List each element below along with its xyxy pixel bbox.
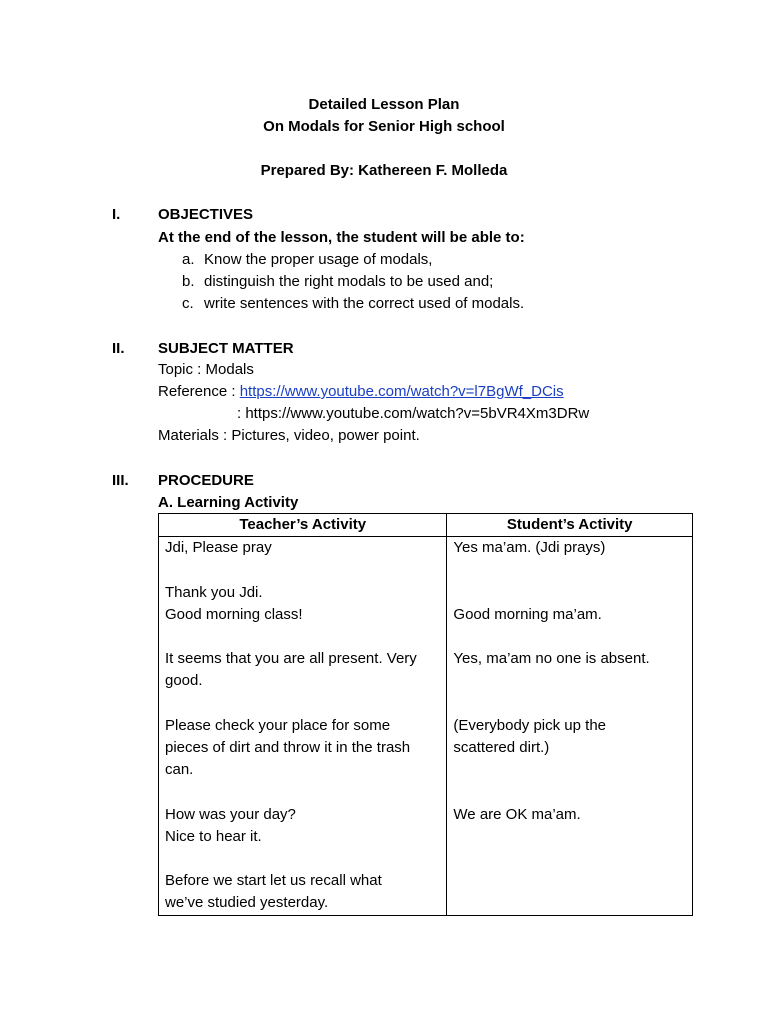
materials-line: Materials : Pictures, video, power point. <box>158 427 420 444</box>
cell-line <box>453 892 686 914</box>
reference-label: Reference : <box>158 383 240 400</box>
cell-line <box>453 693 686 715</box>
cell-line: How was your day? <box>165 805 296 823</box>
column-header-teacher: Teacher’s Activity <box>159 514 447 537</box>
cell-line: can. <box>165 761 194 779</box>
cell-line <box>165 559 440 581</box>
cell-line <box>165 781 440 803</box>
cell-line <box>165 693 440 715</box>
cell-line <box>453 626 686 648</box>
section-heading-procedure: PROCEDURE <box>158 472 254 489</box>
list-marker: b. <box>182 273 195 290</box>
cell-line <box>165 848 440 870</box>
learning-activity-heading: A. Learning Activity <box>158 494 299 511</box>
cell-line: Yes, ma’am no one is absent. <box>453 650 650 668</box>
reference-line-2: : https://www.youtube.com/watch?v=5bVR4Xm3DRw <box>237 405 590 422</box>
student-activity-cell <box>447 537 693 915</box>
cell-line: Jdi, Please pray <box>165 539 272 557</box>
cell-line: Before we start let us recall what <box>165 872 382 890</box>
section-heading-subject-matter: SUBJECT MATTER <box>158 340 294 357</box>
list-marker: c. <box>182 295 194 312</box>
learning-activity-table <box>158 513 693 916</box>
cell-line: pieces of dirt and throw it in the trash <box>165 738 411 756</box>
cell-line <box>453 848 686 870</box>
cell-line: We are OK ma’am. <box>453 805 581 823</box>
objective-item-c <box>182 293 524 315</box>
section-number-objectives: I. <box>112 206 121 223</box>
column-header-student: Student’s Activity <box>447 514 693 537</box>
cell-line <box>453 781 686 803</box>
cell-line: Yes ma’am. (Jdi prays) <box>453 539 606 557</box>
cell-line <box>453 759 686 781</box>
cell-line: we’ve studied yesterday. <box>165 894 329 912</box>
cell-line <box>453 870 686 892</box>
cell-line: Good morning ma’am. <box>453 605 602 623</box>
cell-line: Good morning class! <box>165 605 303 623</box>
section-number-subject-matter: II. <box>112 340 125 357</box>
cell-line <box>453 670 686 692</box>
list-item-text: Know the proper usage of modals, <box>204 251 433 268</box>
teacher-activity-cell <box>159 537 447 915</box>
cell-line: (Everybody pick up the <box>453 716 606 734</box>
reference-line <box>158 381 564 403</box>
section-heading-objectives: OBJECTIVES <box>158 206 254 223</box>
table-row <box>159 537 693 915</box>
reference-link[interactable]: https://www.youtube.com/watch?v=l7BgWf_DCis <box>239 383 564 400</box>
document-subtitle: On Modals for Senior High school <box>263 118 505 135</box>
list-item-text: distinguish the right modals to be used and; <box>204 273 494 290</box>
cell-line <box>453 582 686 604</box>
document-title: Detailed Lesson Plan <box>308 96 460 113</box>
table-header-row <box>159 514 693 537</box>
objectives-intro: At the end of the lesson, the student will be able to: <box>158 229 525 246</box>
cell-line: Please check your place for some <box>165 716 391 734</box>
cell-line: It seems that you are all present. Very <box>165 650 417 668</box>
cell-line: good. <box>165 672 203 690</box>
objective-item-a <box>182 249 432 271</box>
topic-line: Topic : Modals <box>158 361 254 378</box>
cell-line <box>165 626 440 648</box>
cell-line <box>453 559 686 581</box>
cell-line: Nice to hear it. <box>165 827 262 845</box>
objective-item-b <box>182 271 493 293</box>
cell-line <box>453 826 686 848</box>
list-item-text: write sentences with the correct used of modals. <box>204 295 525 312</box>
prepared-by: Prepared By: Kathereen F. Molleda <box>260 162 508 179</box>
cell-line: Thank you Jdi. <box>165 583 263 601</box>
cell-line: scattered dirt.) <box>453 738 550 756</box>
section-number-procedure: III. <box>112 472 129 489</box>
list-marker: a. <box>182 251 195 268</box>
